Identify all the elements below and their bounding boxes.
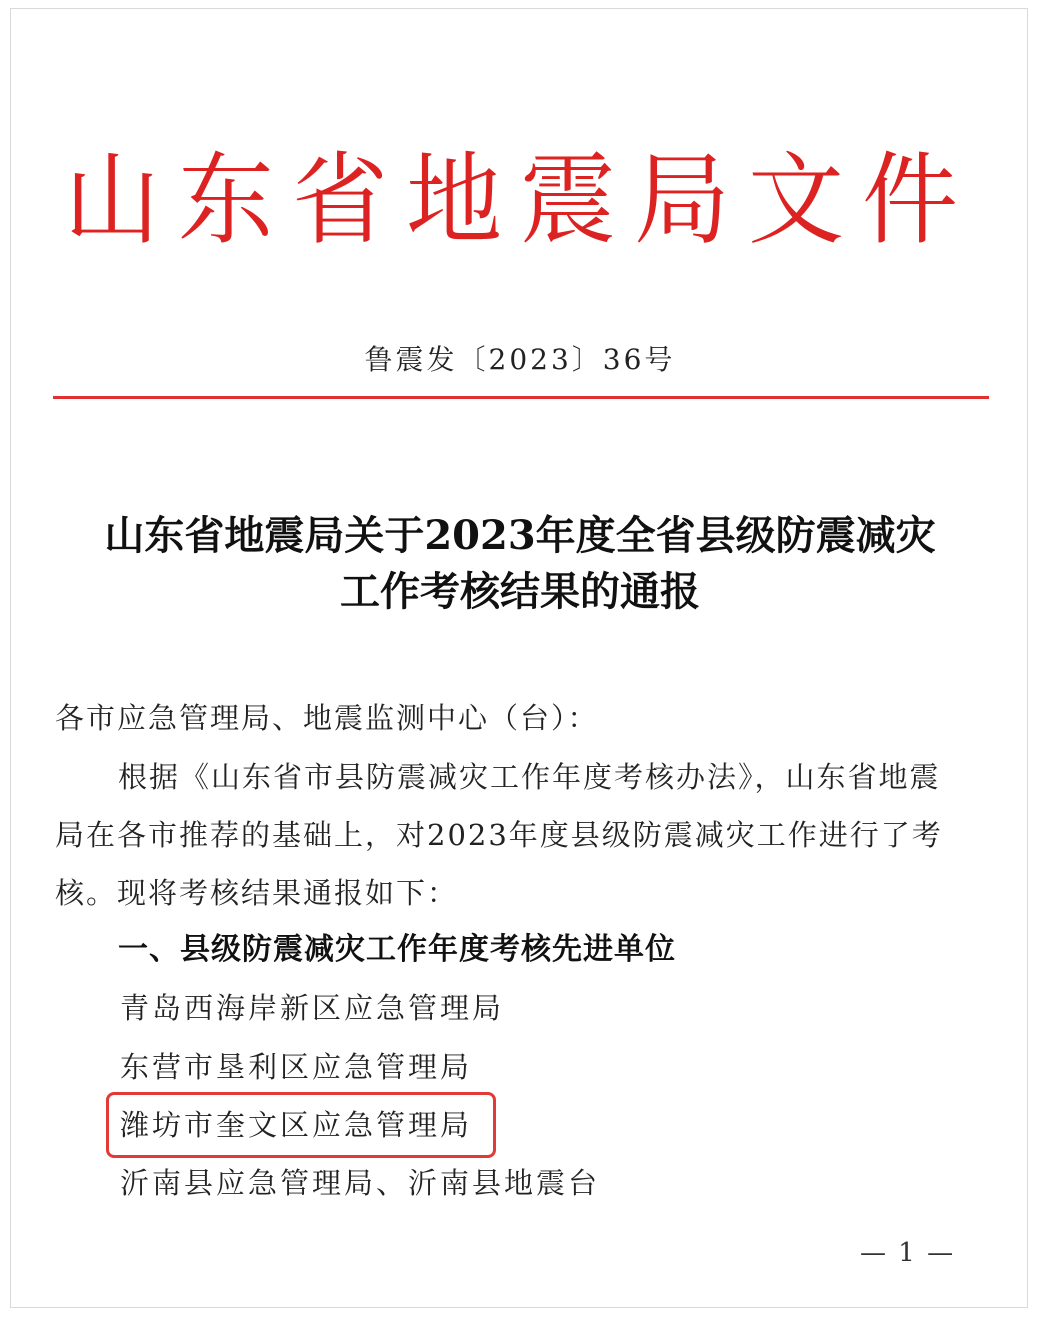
highlight-box: [106, 1092, 496, 1158]
red-separator-rule: [53, 396, 989, 399]
unit-list-item: 青岛西海岸新区应急管理局: [120, 991, 505, 1025]
issuer-header: 山东省地震局文件: [64, 141, 976, 259]
page-number: — 1 —: [860, 1238, 956, 1268]
document-title: [40, 508, 1000, 620]
document-number: 鲁震发〔2023〕36号: [364, 343, 676, 376]
paragraph-1-line-3: 核。现将考核结果通报如下：: [55, 876, 459, 910]
unit-list-item-highlighted: 潍坊市奎文区应急管理局: [120, 1108, 473, 1142]
unit-list-item: 沂南县应急管理局、沂南县地震台: [120, 1166, 601, 1200]
section-1-heading: 一、县级防震减灾工作年度考核先进单位: [118, 932, 676, 967]
unit-list-item: 东营市垦利区应急管理局: [120, 1050, 473, 1084]
salutation: 各市应急管理局、地震监测中心（台）：: [55, 701, 599, 735]
paragraph-1-line-1: 根据《山东省市县防震减灾工作年度考核办法》，山东省地震: [118, 760, 941, 794]
title-line-2: 工作考核结果的通报: [340, 568, 700, 615]
paragraph-1-line-2: 局在各市推荐的基础上，对2023年度县级防震减灾工作进行了考: [55, 818, 943, 852]
title-line-1: 山东省地震局关于2023年度全省县级防震减灾: [104, 512, 936, 559]
